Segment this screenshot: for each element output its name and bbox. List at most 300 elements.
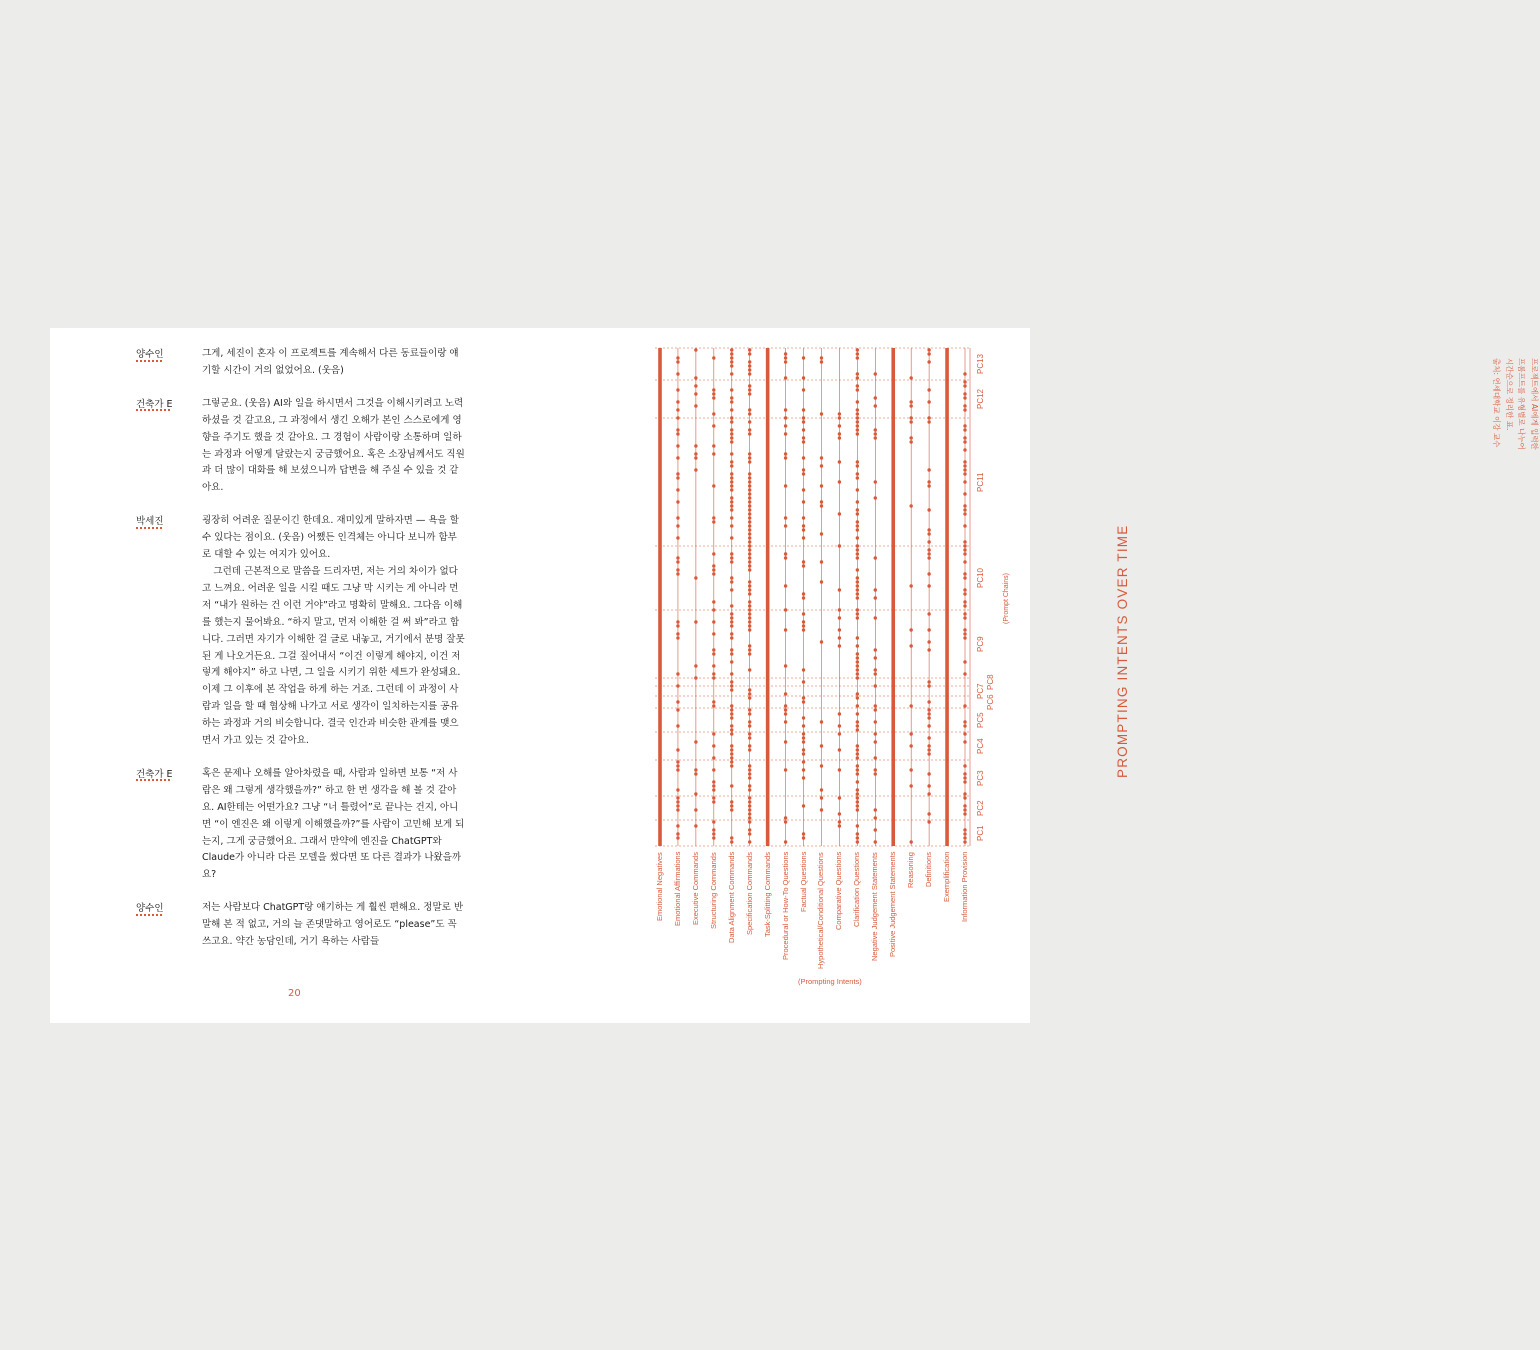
intent-point	[694, 392, 697, 395]
intent-point	[730, 588, 733, 591]
intent-point	[963, 832, 966, 835]
chart-note	[1490, 358, 1540, 450]
intent-point	[838, 644, 841, 647]
intent-point	[676, 472, 679, 475]
intent-point	[784, 584, 787, 587]
intent-point	[730, 784, 733, 787]
intent-point	[963, 732, 966, 735]
intent-point	[927, 540, 930, 543]
intent-point	[802, 620, 805, 623]
intent-point	[820, 764, 823, 767]
intent-point	[730, 460, 733, 463]
intent-point	[784, 628, 787, 631]
intent-point	[730, 624, 733, 627]
intent-point	[730, 604, 733, 607]
intent-point	[856, 724, 859, 727]
intent-point	[874, 648, 877, 651]
intent-point	[802, 528, 805, 531]
intent-point	[856, 788, 859, 791]
intent-point	[856, 712, 859, 715]
intent-point	[963, 464, 966, 467]
intent-point	[874, 732, 877, 735]
intent-point	[748, 648, 751, 651]
intent-point	[676, 684, 679, 687]
intent-point	[712, 552, 715, 555]
intent-point	[730, 416, 733, 419]
intent-point	[927, 352, 930, 355]
intent-point	[730, 472, 733, 475]
intent-point	[730, 728, 733, 731]
intent-point	[712, 600, 715, 603]
intent-point	[712, 836, 715, 839]
intent-point	[963, 428, 966, 431]
chain-label: PC3	[976, 770, 985, 786]
intent-point	[963, 764, 966, 767]
intent-point	[838, 748, 841, 751]
speech-paragraph: 그렇군요. (웃음) AI와 일을 하시면서 그것을 이해시키려고 노력하셨을 것 같고요, 그 과정에서 생긴 오해가 본인 스스로에게 영향을 주기도 했을 것 같아요. 그 경험이 사람이랑 소통하며 일하는 과정과 어떻게 달랐는지 궁금했어요. 혹은 소장님께서도 직원과 더 많이 대화를 해 보셨으니까 답변을 해 주실 수 있을 것 같아요.	[202, 397, 465, 494]
intent-point	[748, 512, 751, 515]
intent-point	[712, 800, 715, 803]
intent-point	[838, 588, 841, 591]
intent-point	[856, 744, 859, 747]
intent-point	[748, 428, 751, 431]
intent-point	[802, 612, 805, 615]
intent-point	[676, 700, 679, 703]
intent-point	[730, 464, 733, 467]
intent-point	[712, 652, 715, 655]
intent-point	[712, 632, 715, 635]
intent-point	[784, 424, 787, 427]
intent-point	[748, 460, 751, 463]
intent-point	[676, 632, 679, 635]
intent-point	[856, 512, 859, 515]
intent-point	[694, 740, 697, 743]
intent-point	[730, 408, 733, 411]
intent-point	[874, 668, 877, 671]
intent-point	[730, 752, 733, 755]
intent-point	[963, 772, 966, 775]
intent-point	[874, 496, 877, 499]
speech-paragraph: 저는 사람보다 ChatGPT랑 얘기하는 게 훨씬 편해요. 정말로 반말해 본 적 없고, 거의 늘 존댓말하고 영어로도 “please”도 꼭 쓰고요. 약간 농담인데, 거기 욕하는 사람들	[202, 902, 463, 948]
intent-point	[748, 488, 751, 491]
intent-point	[927, 584, 930, 587]
speech-text	[202, 346, 466, 380]
intent-point	[730, 352, 733, 355]
intent-point	[927, 388, 930, 391]
intent-point	[730, 504, 733, 507]
intent-point	[802, 564, 805, 567]
category-label: Clarification Questions	[852, 851, 862, 927]
intent-point	[784, 356, 787, 359]
intent-point	[748, 412, 751, 415]
intent-point	[802, 700, 805, 703]
intent-point	[712, 664, 715, 667]
intent-point	[927, 468, 930, 471]
intent-point	[748, 732, 751, 735]
chain-label: PC4	[976, 738, 985, 754]
intent-point	[748, 768, 751, 771]
intent-point	[838, 796, 841, 799]
intent-point	[874, 772, 877, 775]
intent-point	[802, 740, 805, 743]
intent-point	[802, 832, 805, 835]
intent-point	[927, 360, 930, 363]
intent-point	[909, 784, 912, 787]
intent-point	[712, 396, 715, 399]
intent-point	[730, 836, 733, 839]
intent-point	[874, 616, 877, 619]
intent-point	[874, 740, 877, 743]
intent-point	[874, 672, 877, 675]
intent-point	[676, 768, 679, 771]
intent-point	[963, 724, 966, 727]
intent-point	[802, 472, 805, 475]
intent-point	[874, 428, 877, 431]
intent-point	[784, 740, 787, 743]
intent-point	[676, 428, 679, 431]
intent-point	[748, 556, 751, 559]
intent-point	[748, 620, 751, 623]
intent-point	[748, 388, 751, 391]
intent-point	[909, 628, 912, 631]
intent-point	[856, 544, 859, 547]
speech-paragraph: 혹은 문제나 오해를 알아차렸을 때, 사람과 일하면 보통 “저 사람은 왜 그렇게 생각했을까?” 하고 한 번 생각을 해 볼 것 같아요. AI한테는 어떤가요? 그냥 “너 틀렸어”로 끝나는 건지, 아니면 “이 엔진은 왜 이렇게 이해했을까?”를 사람이 고민해 보게 되는지, 그게 궁금했어요. 그래서 만약에 엔진을 ChatGPT와 Claude가 아니라 다른 모델을 썼다면 또 다른 결과가 나왔을까요?	[202, 767, 465, 881]
category-label: Task-Splitting Commands	[762, 851, 772, 937]
intent-point	[730, 516, 733, 519]
category-label: Emotional Affirmations	[672, 851, 682, 926]
intent-point	[676, 444, 679, 447]
intent-point	[874, 480, 877, 483]
intent-point	[963, 660, 966, 663]
intent-point	[730, 756, 733, 759]
category-label: Specification Commands	[744, 852, 754, 935]
intent-point	[712, 484, 715, 487]
intent-point	[748, 528, 751, 531]
intent-point	[874, 436, 877, 439]
intent-point	[730, 388, 733, 391]
intent-point	[856, 356, 859, 359]
intent-point	[712, 572, 715, 575]
intent-point	[730, 452, 733, 455]
intent-point	[730, 760, 733, 763]
intent-point	[748, 452, 751, 455]
intent-point	[748, 564, 751, 567]
intent-point	[856, 748, 859, 751]
intent-point	[730, 552, 733, 555]
intent-point	[748, 748, 751, 751]
intent-point	[784, 456, 787, 459]
speaker-name: 건축가 E	[136, 398, 173, 410]
intent-point	[963, 392, 966, 395]
intent-point	[856, 668, 859, 671]
intent-point	[963, 600, 966, 603]
intent-point	[730, 684, 733, 687]
intent-point	[820, 720, 823, 723]
intent-point	[748, 456, 751, 459]
intent-point	[874, 656, 877, 659]
intent-point	[730, 732, 733, 735]
intent-point	[748, 368, 751, 371]
category-label: Comparative Questions	[834, 851, 844, 930]
intent-point	[784, 452, 787, 455]
intent-point	[856, 376, 859, 379]
intent-point	[963, 572, 966, 575]
intent-point	[856, 804, 859, 807]
intent-point	[963, 380, 966, 383]
category-label: Reasoning	[906, 852, 916, 888]
intent-point	[927, 772, 930, 775]
intent-point	[748, 484, 751, 487]
intent-point	[676, 760, 679, 763]
intent-point	[820, 560, 823, 563]
intent-point	[963, 468, 966, 471]
intent-point	[927, 708, 930, 711]
intent-point	[838, 812, 841, 815]
intent-point	[802, 468, 805, 471]
intent-point	[712, 564, 715, 567]
intent-point	[730, 748, 733, 751]
intent-point	[748, 624, 751, 627]
intent-point	[748, 588, 751, 591]
intent-point	[676, 672, 679, 675]
intent-point	[963, 480, 966, 483]
intent-point	[963, 560, 966, 563]
intent-point	[802, 440, 805, 443]
intent-point	[963, 548, 966, 551]
intent-point	[748, 692, 751, 695]
intent-point	[676, 620, 679, 623]
intent-point	[748, 800, 751, 803]
intent-point	[838, 724, 841, 727]
intent-point	[748, 360, 751, 363]
intent-point	[856, 720, 859, 723]
intent-point	[748, 580, 751, 583]
intent-point	[676, 516, 679, 519]
intent-point	[856, 400, 859, 403]
intent-point	[874, 816, 877, 819]
intent-point	[802, 760, 805, 763]
intent-point	[927, 480, 930, 483]
intent-point	[874, 404, 877, 407]
intent-point	[963, 792, 966, 795]
intent-point	[856, 588, 859, 591]
intent-point	[856, 500, 859, 503]
intent-point	[927, 640, 930, 643]
category-label: Executive Commands	[690, 852, 700, 925]
intent-point	[963, 552, 966, 555]
intent-band	[891, 348, 895, 846]
dialogue-entry	[136, 513, 466, 750]
intent-point	[963, 448, 966, 451]
intent-point	[856, 584, 859, 587]
intent-point	[963, 828, 966, 831]
intent-point	[784, 664, 787, 667]
intent-point	[963, 408, 966, 411]
intent-point	[784, 820, 787, 823]
dialogue-entry	[136, 900, 466, 951]
intent-point	[748, 348, 751, 351]
right-page	[540, 328, 1539, 1023]
intent-point	[927, 680, 930, 683]
intent-point	[712, 452, 715, 455]
intent-point	[963, 812, 966, 815]
category-label: Structuring Commands	[708, 852, 718, 929]
intent-point	[927, 820, 930, 823]
intent-point	[963, 704, 966, 707]
intent-point	[838, 628, 841, 631]
intent-point	[748, 476, 751, 479]
intent-point	[856, 352, 859, 355]
intent-point	[730, 660, 733, 663]
chain-label: PC6	[986, 694, 995, 710]
intent-point	[802, 736, 805, 739]
intent-point	[927, 484, 930, 487]
intent-point	[694, 620, 697, 623]
intent-point	[676, 624, 679, 627]
intent-point	[856, 800, 859, 803]
intent-point	[856, 824, 859, 827]
intent-point	[748, 644, 751, 647]
intent-point	[748, 432, 751, 435]
intent-point	[784, 816, 787, 819]
intent-point	[712, 732, 715, 735]
intent-point	[820, 500, 823, 503]
dialogue-entry	[136, 396, 466, 497]
category-label: Information Provision	[960, 851, 969, 922]
intent-point	[856, 488, 859, 491]
intent-point	[856, 432, 859, 435]
x-axis-label: (Prompting Intents)	[798, 977, 862, 986]
intent-point	[802, 768, 805, 771]
intent-point	[694, 444, 697, 447]
intent-point	[676, 836, 679, 839]
intent-point	[856, 664, 859, 667]
intent-point	[694, 768, 697, 771]
intent-point	[676, 408, 679, 411]
intent-point	[963, 612, 966, 615]
intent-point	[802, 668, 805, 671]
chain-label: PC7	[976, 683, 985, 699]
category-label: Factual Questions	[798, 851, 808, 912]
intent-point	[712, 412, 715, 415]
intent-point	[730, 400, 733, 403]
chain-label: PC5	[976, 712, 985, 728]
intent-point	[838, 512, 841, 515]
dialogue-entry	[136, 766, 466, 884]
intent-point	[874, 808, 877, 811]
intent-point	[676, 536, 679, 539]
intent-point	[712, 424, 715, 427]
intent-point	[856, 836, 859, 839]
intent-point	[730, 348, 733, 351]
intent-point	[712, 608, 715, 611]
intent-point	[856, 472, 859, 475]
intent-point	[712, 788, 715, 791]
intent-point	[927, 552, 930, 555]
intent-point	[712, 388, 715, 391]
intent-point	[963, 616, 966, 619]
intent-point	[748, 828, 751, 831]
intent-point	[856, 412, 859, 415]
intent-point	[963, 540, 966, 543]
intent-point	[927, 684, 930, 687]
intent-point	[730, 716, 733, 719]
intent-point	[927, 420, 930, 423]
category-label: Positive Judgement Statements	[888, 851, 898, 957]
intent-point	[802, 716, 805, 719]
intent-point	[802, 628, 805, 631]
intent-point	[838, 712, 841, 715]
intent-point	[802, 592, 805, 595]
intent-point	[838, 768, 841, 771]
intent-point	[820, 412, 823, 415]
intent-point	[909, 744, 912, 747]
intent-point	[748, 392, 751, 395]
intent-point	[927, 724, 930, 727]
intent-point	[748, 480, 751, 483]
intent-point	[748, 796, 751, 799]
intent-point	[712, 356, 715, 359]
intent-point	[676, 556, 679, 559]
intent-point	[802, 408, 805, 411]
intent-point	[802, 376, 805, 379]
intent-point	[856, 592, 859, 595]
intent-point	[748, 832, 751, 835]
intent-point	[784, 416, 787, 419]
intent-point	[927, 528, 930, 531]
intent-point	[802, 748, 805, 751]
intent-point	[694, 576, 697, 579]
intent-point	[874, 720, 877, 723]
intent-point	[856, 792, 859, 795]
intent-point	[748, 712, 751, 715]
intent-point	[927, 748, 930, 751]
intent-point	[730, 524, 733, 527]
category-label: Definitions	[924, 851, 934, 887]
intent-point	[730, 688, 733, 691]
intent-point	[838, 436, 841, 439]
intent-point	[802, 804, 805, 807]
intent-point	[874, 768, 877, 771]
intent-point	[963, 424, 966, 427]
intent-band	[766, 348, 770, 846]
intent-point	[856, 808, 859, 811]
intent-point	[838, 416, 841, 419]
intent-point	[802, 836, 805, 839]
intent-point	[748, 744, 751, 747]
intent-point	[694, 452, 697, 455]
intent-point	[802, 596, 805, 599]
intent-point	[784, 376, 787, 379]
intent-point	[927, 416, 930, 419]
intent-point	[856, 756, 859, 759]
speech-text	[202, 900, 466, 951]
intent-point	[856, 656, 859, 659]
intent-point	[712, 768, 715, 771]
intent-point	[676, 416, 679, 419]
intent-point	[838, 544, 841, 547]
intent-point	[874, 596, 877, 599]
intent-point	[909, 840, 912, 843]
intent-point	[748, 500, 751, 503]
book-spread	[50, 328, 1539, 1023]
intent-point	[820, 744, 823, 747]
intent-point	[856, 608, 859, 611]
intent-point	[927, 628, 930, 631]
intent-point	[730, 708, 733, 711]
intent-point	[784, 720, 787, 723]
intent-point	[784, 704, 787, 707]
